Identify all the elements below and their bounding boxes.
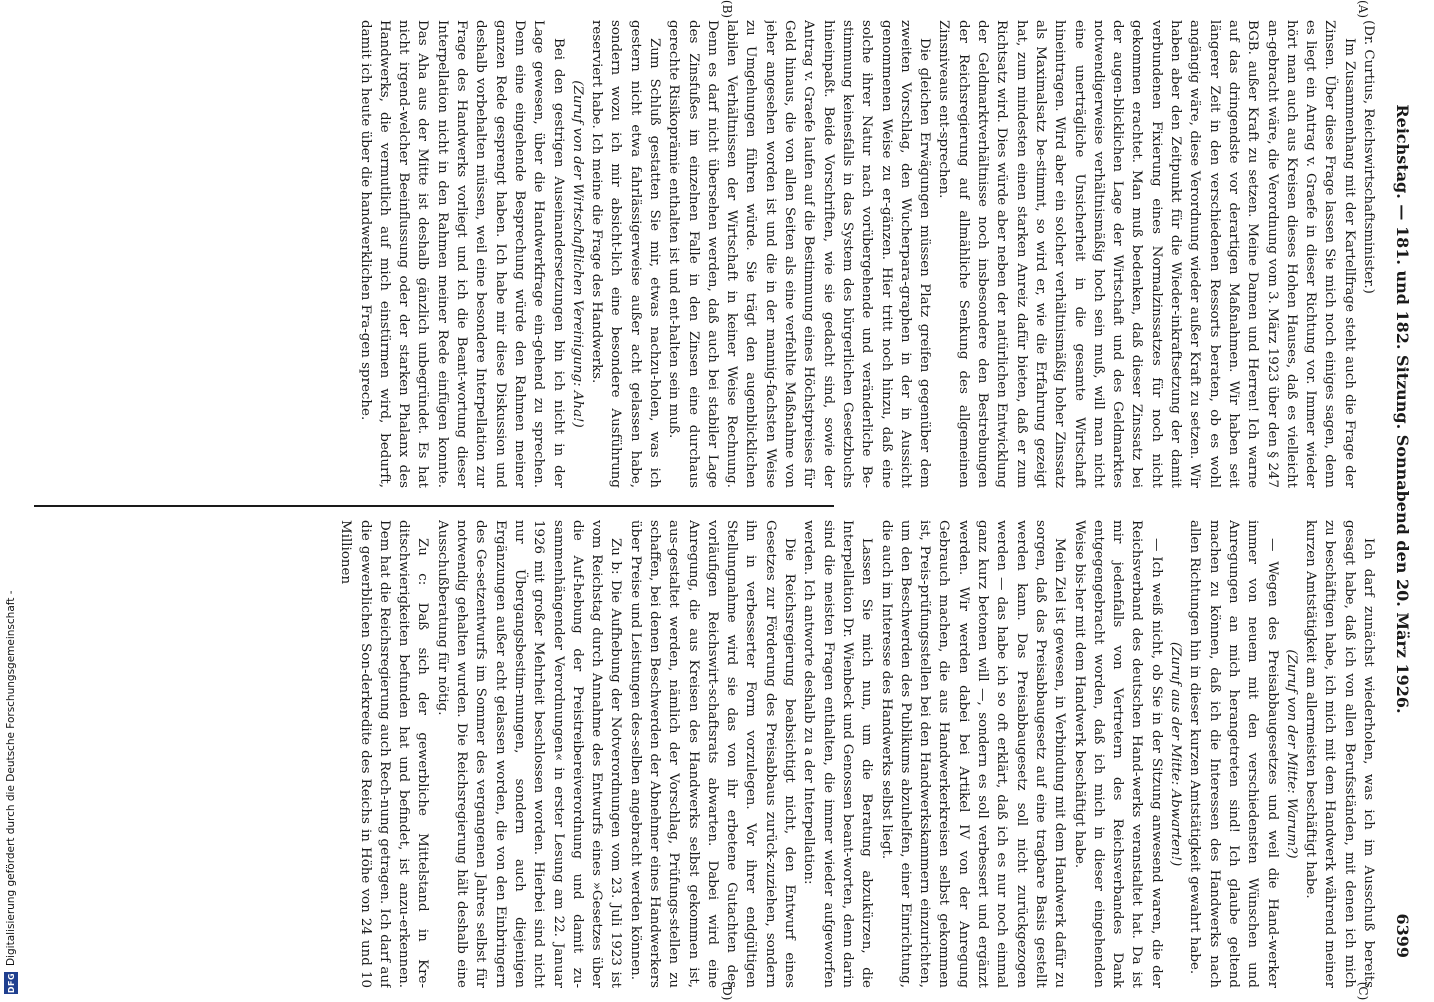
page-number: 6399 [1393,913,1413,958]
paragraph: Mein Ziel ist gewesen, in Verbindung mit dem Handwerk dafür zu sorgen, daß das Preisabbaugesetz auf eine tragbare Basis gestellt werden kann. Das Preisabbaugesetz soll nicht zurückgezogen werden — das habe ich so oft erklärt, daß ich es nur noch einmal ganz kurz betonen will —, sondern es soll verbessert und ergänzt werden. Wir werden dabei bei Artikel IV von der Anregung Gebrauch machen, die aus Handwerkerkreisen selbst gekommen ist, Preis-prüfungsstellen bei den Handwerkskammern einzurichten, um den Beschwerden des Publikums abzuhelfen, einer Einrichtung, die auch im Interesse des Handwerks selbst liegt. [878,520,1068,988]
paragraph: Zum Schluß gestatten Sie mir, etwas nachzu-holen, was ich gestern nicht etwa fahrlässigerweise außer acht gelassen habe, sondern wozu ich mir absicht-lich eine besondere Ausführung reserviert habe. Ich meine die Frage des Handwerks. [589,20,663,488]
paragraph: Lassen Sie mich nun, um die Beratung abzukürzen, die Interpellation Dr. Wienbeck und Genossen beant-worten, denn darin sind die meisten Fragen enthalten, die immer wieder aufgeworfen werden. Ich antworte deshalb zu a der Interpellation: [801,520,875,988]
page-header [1390,20,1416,958]
right-column [288,520,1378,988]
margin-letter-b: (B) [720,0,734,19]
margin-letter-c: (C) [1356,981,1370,1001]
margin-letter-a: (A) [1356,0,1370,19]
running-header-title: Reichstag. — 181. und 182. Sitzung. Sonnabend den 20. März 1926. [1393,104,1413,714]
interjection: (Zuruf aus der Mitte: Abwarten!) [1168,641,1184,867]
column-divider [34,505,834,507]
paragraph: Ich darf zunächst wiederholen, was ich im Ausschuß bereits gesagt habe, daß ich von allen Berufsständen, mit denen ich mich zu beschäftigen habe, ich mich mit dem Handwerk während meiner kurzen Amtstätigkeit am allermeisten beschäftigt habe. [1303,520,1376,988]
footer-text: Digitalisierung gefördert durch die Deutsche Forschungsgemeinschaft - [5,590,17,966]
interjection: (Zuruf von der Mitte: Warum?) [1283,649,1299,859]
paragraph: Die Reichsregierung beabsichtigt nicht, den Entwurf eines Gesetzes zur Förderung des Preisabbaus zurück-zuziehen, sondern ihn in verbesserter Form vorzulegen. Vor ihrer endgültigen Stellungnahme wird sie das von ihr erbetene Gutachten des vorläufigen Reichswirt-schaftsrats abwarten. Dabei wird eine Anregung, die aus Kreisen des Handwerks selbst gekommen ist, aus-gestaltet werden, nämlich der Vorschlag, Prüfungs-stellen zu schaffen, bei denen Beschwerden der Abnehmer eines Handwerkers über Preise und Leistungen des-selben angebracht werden können. [627,520,798,988]
digitization-footer [0,0,22,1000]
dfg-logo-icon: DFG [4,972,18,994]
paragraph: Im Zusammenhang mit der Kartellfrage steht auch die Frage der Zinsen. Über diese Frage lassen Sie mich noch einiges sagen, denn es liegt ein Antrag v. Graefe in dieser Richtung vor. Immer wieder hört man auch aus Kreisen dieses Hohen Hauses, daß es vielleicht an-gebracht wäre, die Verordnung vom 3. März 1923 über den § 247 BGB. außer Kraft zu setzen. Meine Damen und Herren! Ich warne auf das dringendste vor derartigen Maßnahmen. Wir haben seit längerer Zeit in den verschiedenen Ressorts beraten, ob es wohl angängig wäre, diese Verordnung wieder außer Kraft zu setzen. Wir haben aber den Zeitpunkt für die Wieder-inkraftsetzung der damit verbundenen Fixierung eines Normalzinssatzes für noch nicht gekommen erachtet. Man muß bedenken, daß dieser Zinssatz bei der augen-blicklichen Lage der Wirtschaft und des Geldmarktes notwendigerweise verhältnismäßig hoch sein muß, will man nicht eine unerträgliche Unsicherheit in die gesamte Wirtschaft hineintragen. Wird aber ein solcher verhältnismäßig hoher Zinssatz als Maximalsatz be-stimmt, so wird er, wie die Erfahrung gezeigt hat, zum mindesten einen starken Anreiz dafür bieten, daß er zum Richtsatz wird. Dies würde aber neben der natürlichen Entwicklung der Geldmarktverhältnisse noch insbesondere den Bestrebungen der Reichsregierung auf allmähliche Senkung des allgemeinen Zinsniveaus ent-sprechen. [936,20,1357,488]
interjection: (Zuruf von der Wirtschaftlichen Vereinigung: Aha!) [569,80,585,428]
paragraph: Zu c: Daß sich der gewerbliche Mittelstand in Kre-ditschwierigkeiten befunden hat und befindet, ist anzu-erkennen. Dem hat die Reichsregierung auch Rech-nung getragen. Ich darf auf die gewerblichen Son-derkredite des Reichs in Höhe von 24 und 10 Millionen [338,520,431,988]
margin-letter-d: (D) [720,981,734,1001]
speaker-attribution: (Dr. Curtius, Reichswirtschaftsminister.) [1361,20,1376,294]
paragraph: Zu b: Die Aufhebung der Notverordnungen vom 23. Juli 1923 ist vom Reichstag durch Annahme des Entwurfs eines »Gesetzes über die Auf-hebung der Preistreibereiverordnung und damit zu-sammenhängender Verordnungen« in erster Lesung am 22. Januar 1926 mit großer Mehrheit beschlossen worden. Hierbei sind nicht nur Übergangsbestim-mungen, sondern auch diejenigen Ergänzungen außer acht gelassen worden, die von den Einbringern des Ge-setzentwurfs im Sommer des vergangenen Jahres selbst für notwendig gehalten wurden. Die Reichsregierung hält deshalb eine Ausschußberatung für nötig. [434,520,624,988]
paragraph: — Ich weiß nicht, ob Sie in der Sitzung anwesend waren, die der Reichsverband des deutschen Hand-werks veranstaltet hat. Da ist mir jedenfalls von Vertretern des Reichsverbandes Dank entgegengebracht worden, daß ich mich in dieser eingehenden Weise bis-her mit dem Handwerk beschäftigt habe. [1071,520,1164,988]
left-column [288,20,1378,488]
paragraph: Bei den gestrigen Auseinandersetzungen bin ich nicht in der Lage gewesen, über die Handwerkfrage ein-gehend zu sprechen. Denn eine eingehende Besprechung würde den Rahmen meiner ganzen Rede gesprengt haben. Ich habe mir diese Diskussion und deshalb vorbehalten müssen, weil eine besondere Interpellation zur Frage des Handwerks vorliegt und ich die Beant-wortung dieser Interpellation nicht in den Rahmen meiner Rede einfügen konnte. Das Aha aus der Mitte ist deshalb gänzlich unbegründet. Es hat nicht irgend-welcher Beeinflussung oder der starken Phalanx des Handwerks, die vermutlich auf mich einstürmen wird, bedurft, damit ich heute über die handwerklichen Fra-gen spreche. [357,20,566,488]
paragraph: Die gleichen Erwägungen müssen Platz greifen gegenüber dem zweiten Vorschlag, den Wucherpara-graphen in der in Aussicht genommenen Weise zu er-gänzen. Hier tritt noch hinzu, daß eine solche ihrer Natur nach vorübergehende und veränderliche Be-stimmung keinesfalls in das System des bürgerlichen Gesetzbuchs hineinpaßt. Beide Vorschriften, wie sie gedacht sind, sowie der Antrag v. Graefe laufen auf die Bestimmung eines Höchstpreises für Geld hinaus, die von allen Seiten als eine verfehlte Maßnahme von jeher angesehen worden ist und die in der mannig-fachsten Weise zu Umgehungen führen würde. Sie trägt den augenblicklichen labilen Verhältnissen der Wirtschaft in keiner Weise Rechnung. Denn es darf nicht übersehen werden, daß auch bei stabiler Lage des Zinsfußes im einzelnen Falle in den Zinsen eine durchaus gerechte Risikoprämie enthalten ist und ent-halten sein muß. [666,20,933,488]
paragraph: — Wegen des Preisabbaugesetzes und weil die Hand-werker immer von neuem mit den verschiedensten Wünschen und Anregungen an mich herangetreten sind! Ich glaube geltend machen zu können, daß ich die Interessen des Handwerks nach allen Richtungen hin in dieser kurzen Amtstätigkeit gewahrt habe. [1187,520,1280,988]
